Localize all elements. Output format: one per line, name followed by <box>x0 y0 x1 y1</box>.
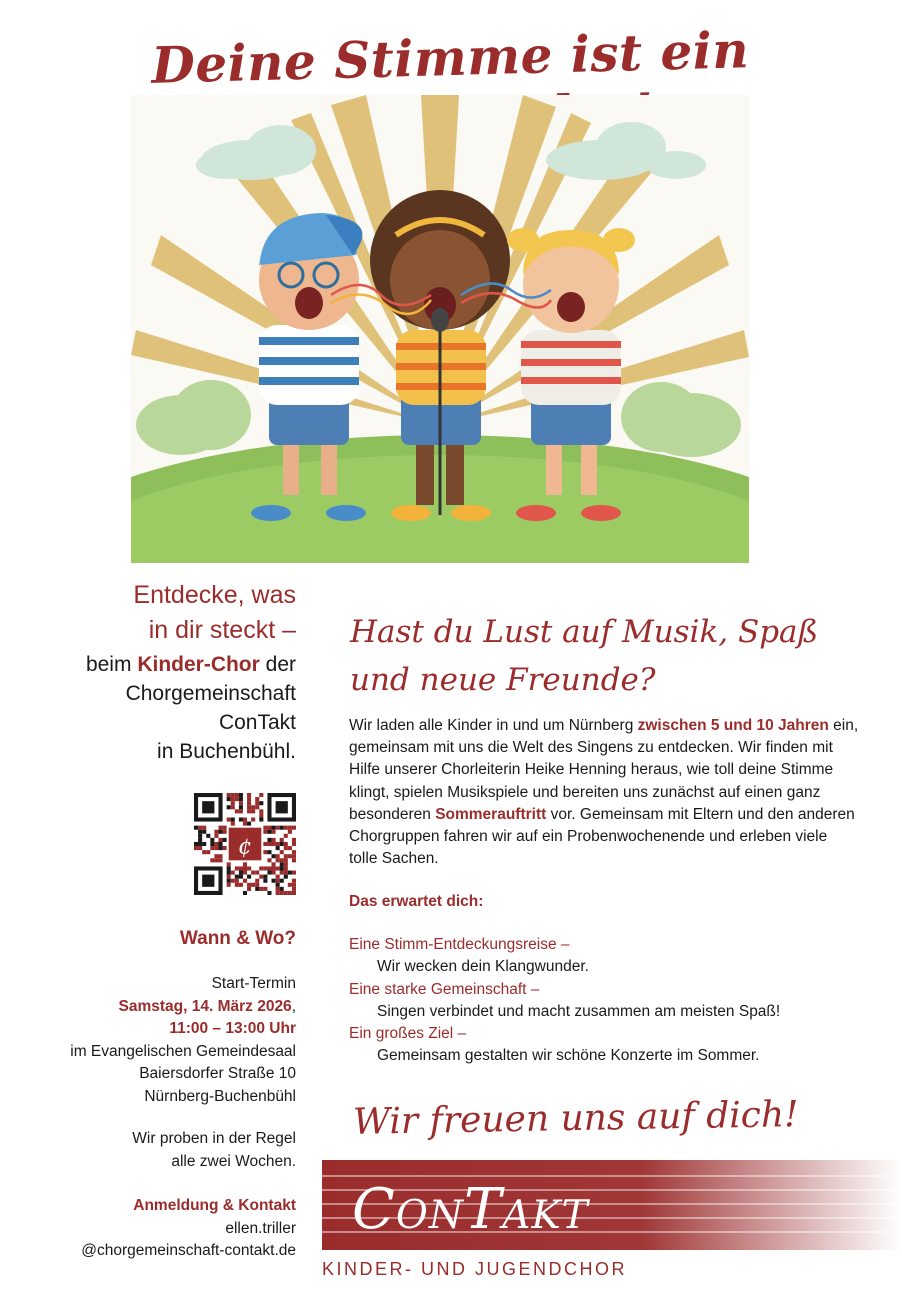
place-line: Baiersdorfer Straße 10 <box>139 1065 296 1082</box>
expect-item-title: Eine starke Gemeinschaft – <box>349 980 540 998</box>
expect-list <box>349 934 859 1068</box>
closing-line: Wir freuen uns auf dich! <box>352 1094 799 1143</box>
intro-line-1: beim Kinder-Chor der <box>85 653 296 676</box>
qr-code[interactable] <box>194 793 296 895</box>
contakt-logo <box>322 1160 902 1280</box>
intro-line-3: ConTakt <box>218 711 296 734</box>
logo-wordmark: ConTakt <box>352 1177 589 1242</box>
intro-line-4: in Buchenbühl. <box>157 740 296 763</box>
logo-subtitle: KINDER- UND JUGENDCHOR <box>322 1259 628 1279</box>
place-line: Nürnberg-Buchenbühl <box>144 1087 296 1105</box>
start-label: Start-Termin <box>211 975 296 992</box>
intro-line-2: Chorgemeinschaft <box>125 682 296 705</box>
svg-text:¢: ¢ <box>238 834 252 860</box>
contact-email-line[interactable]: @chorgemeinschaft-contakt.de <box>81 1242 296 1259</box>
age-highlight: zwischen 5 und 10 Jahren <box>637 717 829 734</box>
discover-line-1: Entdecke, was <box>133 581 296 609</box>
expect-item-desc: Wir wecken dein Klangwunder. <box>377 958 589 976</box>
kinder-chor-highlight: Kinder-Chor <box>137 653 260 676</box>
place-line: im Evangelischen Gemeindesaal <box>70 1042 296 1060</box>
summer-highlight: Sommerauftritt <box>435 805 547 823</box>
expect-item-title: Eine Stimm-Entdeckungsreise – <box>349 936 570 953</box>
expect-item-title: Ein großes Ziel – <box>349 1025 467 1043</box>
expect-title: Das erwartet dich: <box>349 893 484 910</box>
left-column <box>40 578 296 766</box>
event-time: 11:00 – 13:00 Uhr <box>169 1020 296 1037</box>
headline: Deine Stimme ist ein <box>150 20 750 95</box>
contact-info <box>20 1195 296 1263</box>
body-paragraph: Wir laden alle Kinder in und um Nürnberg zwischen 5 und 10 Jahren ein, gemeinsam mit uns die Welt des Singens zu entdecken. Wir finden mit Hilfe unserer Chorleiterin Heike Henning heraus, wie toll deine Stimme klingt, spielen Musikspiele und bereiten uns zunächst auf einen ganz besonderen Sommerauftritt vor. Gemeinsam mit Eltern und den anderen Chorgruppen fahren wir auf ein Probenwochenende und erleben viele tolle Sachen. <box>349 717 859 868</box>
discover-line-2: in dir steckt – <box>148 616 296 644</box>
contact-title: Anmeldung & Kontakt <box>133 1197 296 1214</box>
contact-email-line[interactable]: ellen.triller <box>225 1219 296 1237</box>
wann-wo-title: Wann & Wo? <box>179 928 296 949</box>
event-details: Start-Termin Samstag, 14. März 2026, 11:00 – 13:00 Uhr im Evangelischen Gemeindesaal Baiersdorfer Straße 10 Nürnberg-Buchenbühl <box>20 973 296 1108</box>
rehearsal-info: Wir proben in der Regel alle zwei Wochen. <box>132 1130 296 1170</box>
expect-item-desc: Gemeinsam gestalten wir schöne Konzerte im Sommer. <box>377 1047 760 1065</box>
subheadline: Hast du Lust auf Musik, Spaß und neue Freunde? <box>350 614 819 698</box>
expect-item-desc: Singen verbindet und macht zusammen am meisten Spaß! <box>377 1002 781 1020</box>
kids-singing-illustration <box>131 95 749 563</box>
event-date: Samstag, 14. März 2026 <box>118 997 292 1015</box>
